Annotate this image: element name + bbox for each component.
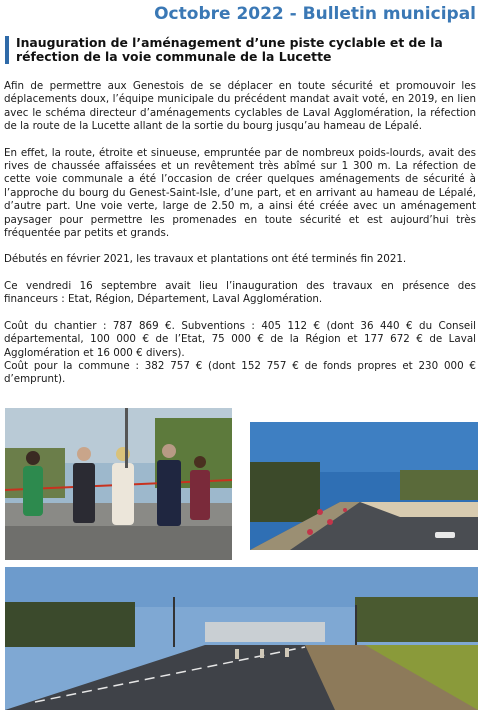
- paragraph-dates: Débutés en février 2021, les travaux et plantations ont été terminés fin 2021.: [4, 253, 407, 266]
- paragraph-commune-cost: Coût pour la commune : 382 757 € (dont 152 757 € de fonds propres et 230 000 € d’emprunt).: [4, 359, 476, 386]
- article-body: [4, 80, 476, 387]
- article-title-block: [5, 36, 482, 64]
- paragraph-details: En effet, la route, étroite et sinueuse, empruntée par de nombreux poids-lourds, avait des rives de chaussée affaissées et un revêtement très abîmé sur 1 300 m. La réfection de cette voie communale a été l’occasion de créer quelques aménagements de sécurité à l’approche du bourg du Genest-Saint-Isle, d’une part, et en arrivant au hameau de Lépalé, d’autre part. Une voie verte, large de 2.50 m, a ainsi été créée avec un aménagement paysager pour permettre les promenades en toute sécurité et est aujourd’hui très fréquentée par petits et grands.: [4, 146, 476, 240]
- article-title: Inauguration de l’aménagement d’une piste cyclable et de la réfection de la voie communale de la Lucette: [16, 35, 443, 64]
- paragraph-cost: Coût du chantier : 787 869 €. Subventions : 405 112 € (dont 36 440 € du Conseil départemental, 100 000 € de l’Etat, 75 000 € de la Région et 177 672 € de Laval Agglomération et 16 000 € divers).: [4, 319, 476, 359]
- paragraph-inauguration: Ce vendredi 16 septembre avait lieu l’inauguration des travaux en présence des financeurs : Etat, Région, Département, Laval Agglomération.: [4, 279, 476, 306]
- bulletin-header: Octobre 2022 - Bulletin municipal: [154, 4, 476, 24]
- paragraph-intro: Afin de permettre aux Genestois de se déplacer en toute sécurité et promouvoir les déplacements doux, l’équipe municipale du précédent mandat avait voté, en 2019, en lien avec le schéma directeur d’aménagements cyclables de Laval Agglomération, la réfection de la route de la Lucette allant de la sortie du bourg jusqu’au hameau de Lépalé.: [4, 80, 476, 133]
- ceremony-photo: [5, 408, 232, 560]
- bike-path-photo: [250, 422, 478, 550]
- road-photo: [5, 567, 478, 710]
